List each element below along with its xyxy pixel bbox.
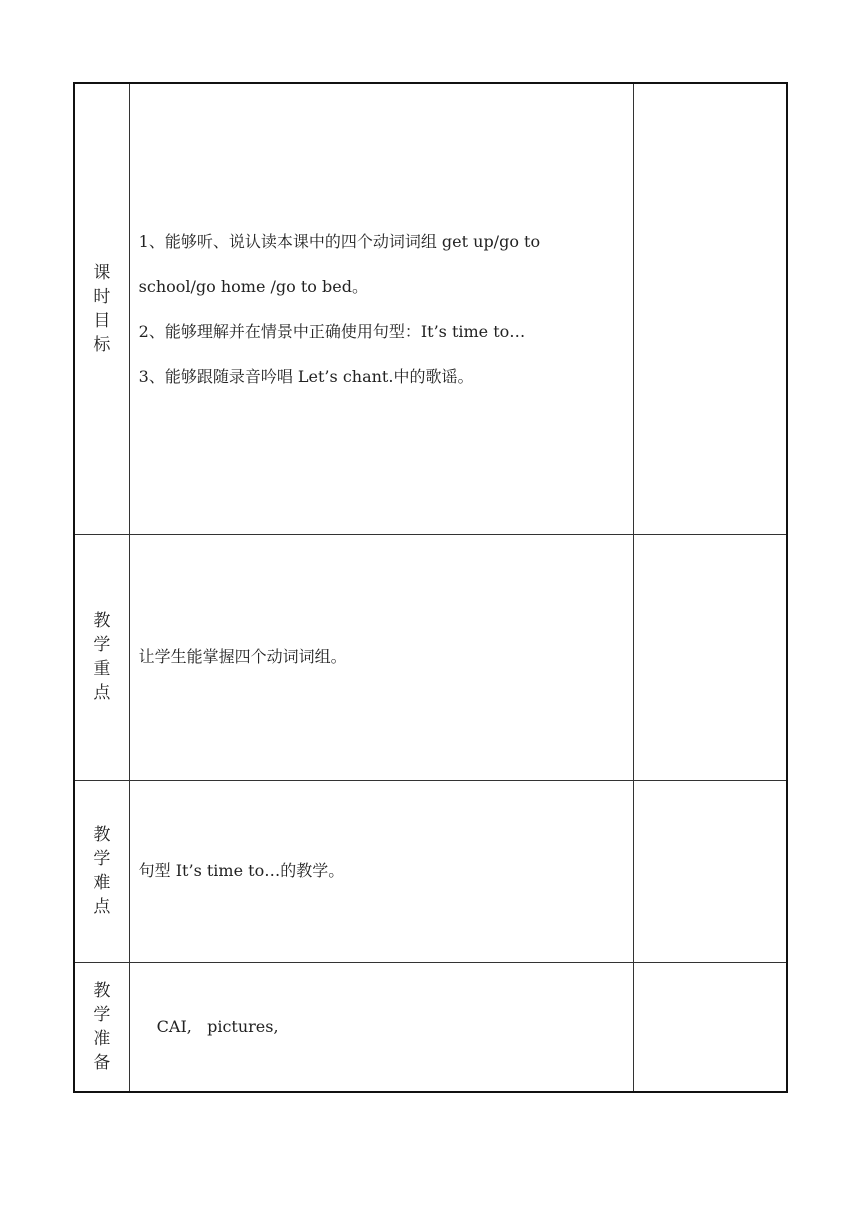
objective-line-4: 3、能够跟随录音吟唱 Let’s chant.中的歌谣。 <box>138 366 474 386</box>
content-cell-objectives <box>129 83 633 534</box>
content-cell-preparation <box>129 962 633 1092</box>
row-lesson-objectives <box>74 83 787 534</box>
label-teaching-difficulties: 教学难点 <box>93 825 111 917</box>
row-teaching-preparation <box>74 962 787 1092</box>
row-teaching-keypoints <box>74 534 787 780</box>
label-lesson-objectives: 课时目标 <box>93 262 111 355</box>
objective-line-1: 1、能够听、说认读本课中的四个动词词组 get up/go to <box>138 231 541 251</box>
objective-line-3: 2、能够理解并在情景中正确使用句型：It’s time to… <box>138 321 526 341</box>
difficulties-text: 句型 It’s time to…的教学。 <box>138 861 345 880</box>
objective-line-2: school/go home /go to bed。 <box>138 276 368 296</box>
label-cell-difficulties <box>74 780 129 962</box>
note-cell-keypoints <box>634 534 787 780</box>
label-teaching-keypoints: 教学重点 <box>93 611 111 703</box>
lesson-plan-table <box>73 82 788 1093</box>
note-cell-preparation <box>634 962 787 1092</box>
label-cell-preparation <box>74 962 129 1092</box>
label-teaching-preparation: 教学准备 <box>93 980 111 1073</box>
preparation-text: CAI, pictures, <box>156 1016 279 1036</box>
content-cell-difficulties <box>129 780 633 962</box>
keypoints-text: 让学生能掌握四个动词词组。 <box>138 647 347 666</box>
label-cell-objectives <box>74 83 129 534</box>
note-cell-objectives <box>634 83 787 534</box>
note-cell-difficulties <box>634 780 787 962</box>
row-teaching-difficulties <box>74 780 787 962</box>
content-cell-keypoints <box>129 534 633 780</box>
label-cell-keypoints <box>74 534 129 780</box>
